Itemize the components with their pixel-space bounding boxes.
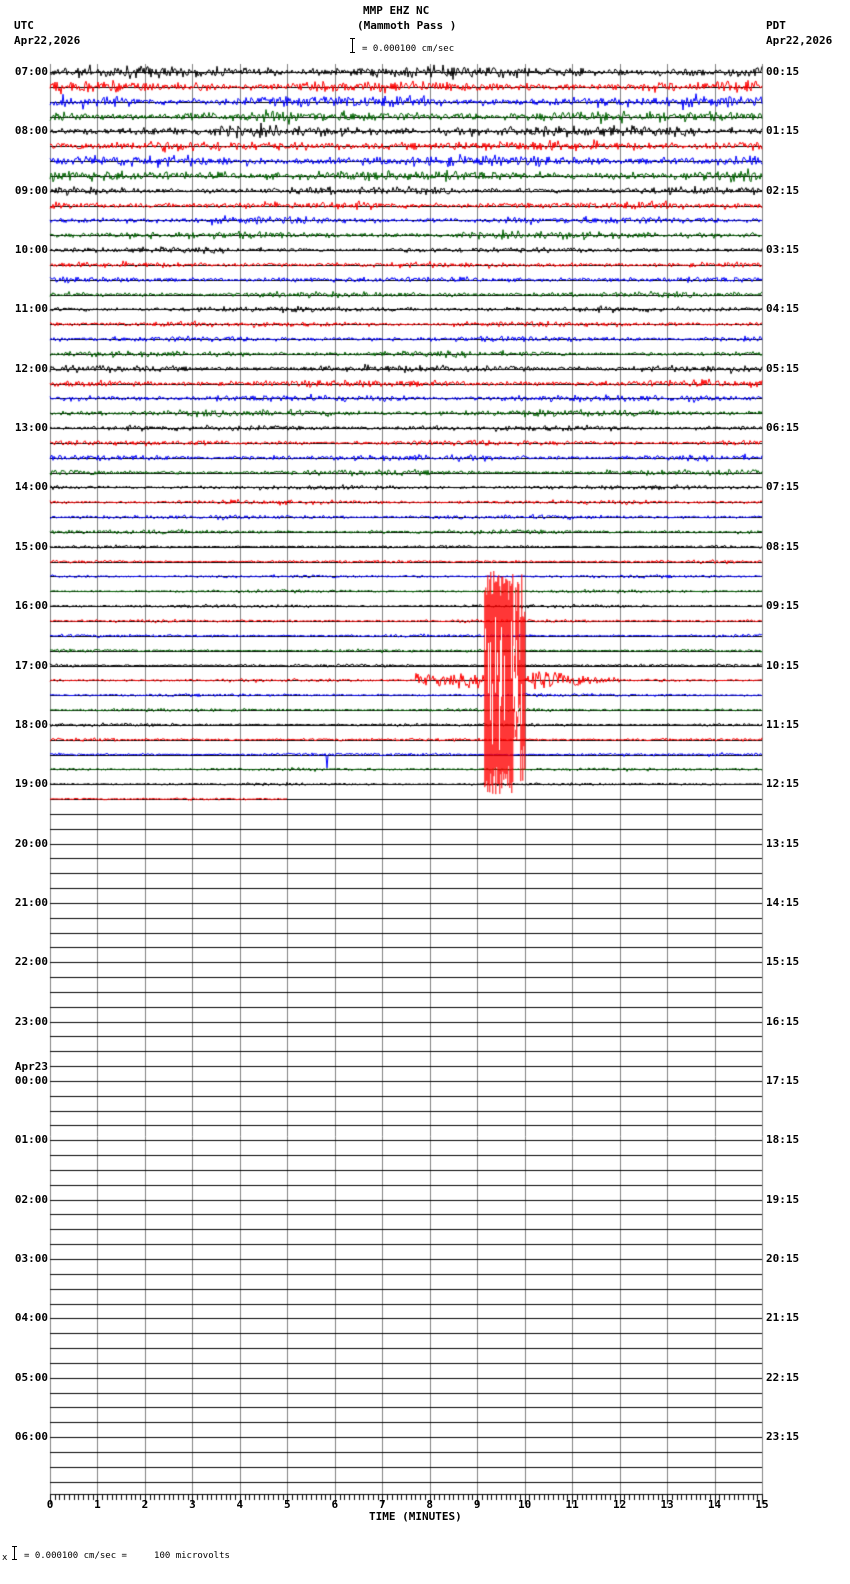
utc-hour-label: 17:00 [14, 658, 48, 672]
pdt-hour-label: 20:15 [766, 1252, 800, 1265]
pdt-hour-label: 23:15 [766, 1430, 800, 1444]
pdt-hour-label: 19:15 [766, 1192, 800, 1206]
footer-scale-bar-icon [14, 1546, 15, 1560]
utc-hour-label: 10:00 [14, 243, 48, 257]
utc-hour-label: 18:00 [14, 717, 48, 731]
x-tick-label: 1 [94, 1498, 101, 1511]
utc-hour-label: 00:00 [14, 1073, 48, 1087]
x-tick-label: 13 [660, 1498, 674, 1511]
x-tick-label: 9 [473, 1498, 481, 1511]
pdt-hour-label: 15:15 [766, 955, 800, 969]
utc-hour-label: 01:00 [14, 1133, 48, 1147]
utc-date-change-label: Apr23 [14, 1059, 48, 1073]
utc-hour-label: 19:00 [14, 777, 48, 791]
pdt-hour-label: 11:15 [766, 717, 800, 731]
pdt-hour-label: 05:15 [766, 361, 800, 375]
utc-hour-label: 11:00 [14, 302, 48, 316]
pdt-hour-label: 17:15 [766, 1073, 800, 1087]
x-tick-label: 11 [565, 1498, 579, 1511]
x-tick-label: 4 [236, 1498, 244, 1511]
x-tick-label: 15 [755, 1498, 769, 1511]
pdt-hour-label: 08:15 [766, 539, 800, 553]
utc-hour-label: 16:00 [14, 599, 48, 613]
footer-scale-bar-cap-bottom [12, 1559, 17, 1560]
pdt-hour-label: 18:15 [766, 1133, 800, 1147]
utc-hour-label: 20:00 [14, 836, 48, 850]
pdt-hour-label: 02:15 [766, 183, 800, 197]
x-tick-label: 2 [141, 1498, 149, 1511]
pdt-hour-label: 07:15 [766, 480, 800, 494]
utc-hour-label: 12:00 [14, 361, 48, 375]
pdt-hour-label: 03:15 [766, 243, 800, 257]
footer-scale-bar-cap-top [12, 1546, 17, 1547]
pdt-hour-label: 01:15 [766, 124, 800, 138]
pdt-hour-label: 09:15 [766, 599, 800, 613]
pdt-hour-label: 16:15 [766, 1014, 800, 1028]
utc-hour-label: 13:00 [14, 421, 48, 435]
x-tick-label: 14 [707, 1498, 722, 1511]
x-tick-label: 6 [331, 1498, 339, 1511]
utc-hour-label: 06:00 [14, 1430, 48, 1444]
pdt-hour-label: 04:15 [766, 302, 800, 316]
x-tick-label: 0 [46, 1498, 54, 1511]
pdt-hour-label: 00:15 [766, 65, 800, 78]
utc-hour-label: 14:00 [14, 480, 48, 494]
utc-hour-label: 02:00 [14, 1192, 48, 1206]
utc-hour-label: 05:00 [14, 1370, 48, 1384]
pdt-hour-label: 13:15 [766, 836, 800, 850]
x-tick-label: 7 [378, 1498, 386, 1511]
x-tick-label: 10 [518, 1498, 532, 1511]
footer-marker: x [2, 1553, 8, 1563]
utc-hour-label: 04:00 [14, 1311, 48, 1325]
x-axis-title: TIME (MINUTES) [369, 1510, 462, 1523]
x-tick-label: 8 [426, 1498, 434, 1511]
pdt-hour-label: 10:15 [766, 658, 800, 672]
x-tick-label: 3 [189, 1498, 196, 1511]
utc-hour-label: 22:00 [14, 955, 48, 969]
utc-hour-label: 03:00 [14, 1252, 48, 1265]
utc-hour-label: 21:00 [14, 895, 48, 909]
utc-hour-label: 09:00 [14, 183, 48, 197]
pdt-hour-label: 22:15 [766, 1370, 800, 1384]
utc-hour-label: 07:00 [14, 65, 48, 78]
pdt-hour-label: 21:15 [766, 1311, 800, 1325]
utc-hour-label: 08:00 [14, 124, 48, 138]
pdt-hour-label: 06:15 [766, 421, 800, 435]
x-tick-label: 12 [612, 1498, 627, 1511]
utc-hour-label: 23:00 [14, 1014, 48, 1028]
x-tick-label: 5 [284, 1498, 291, 1511]
pdt-hour-label: 12:15 [766, 777, 800, 791]
utc-hour-label: 15:00 [14, 539, 48, 553]
pdt-hour-label: 14:15 [766, 895, 800, 909]
footer-scale-text: = 0.000100 cm/sec = 100 microvolts [24, 1551, 230, 1561]
